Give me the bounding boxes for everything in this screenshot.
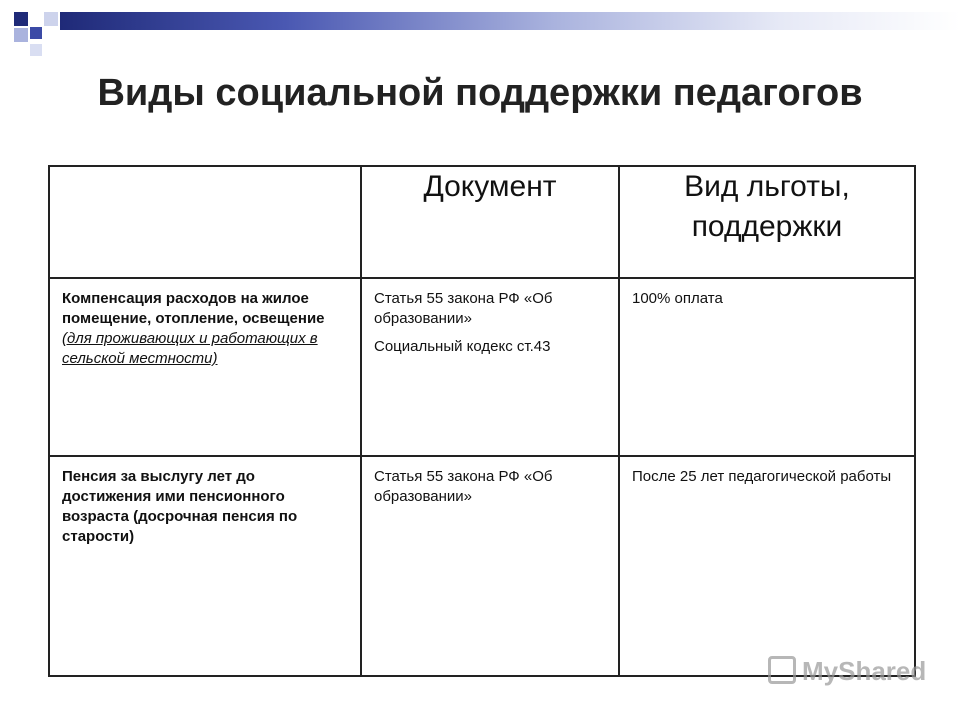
support-text: 100% оплата (632, 290, 723, 307)
decor-square (30, 44, 42, 56)
header-cell-document: Документ (361, 166, 619, 278)
benefit-text: Пенсия за выслугу лет до достижения ими пенсионного возраста (досрочная пенсия по старости) (62, 468, 298, 545)
benefit-cell (49, 278, 361, 456)
table-row (49, 456, 915, 676)
decor-square (44, 12, 58, 26)
presentation-icon (768, 656, 796, 684)
support-cell (619, 456, 915, 676)
decor-square (14, 28, 28, 42)
document-text: Социальный кодекс ст.43 (374, 338, 551, 355)
document-text: Статья 55 закона РФ «Об образовании» (374, 468, 553, 505)
decor-square (30, 27, 42, 39)
benefit-text: Компенсация расходов на жилое помещение, отопление, освещение (62, 290, 325, 327)
decor-top-bar (60, 12, 960, 30)
watermark-text: MyShared (802, 656, 927, 686)
watermark (768, 656, 926, 687)
header-cell-empty (49, 166, 361, 278)
table-row (49, 278, 915, 456)
table-header-row (49, 166, 915, 278)
decor-square (14, 12, 28, 26)
benefit-cell (49, 456, 361, 676)
support-text: После 25 лет педагогической работы (632, 468, 892, 485)
slide-title: Виды социальной поддержки педагогов (97, 72, 863, 114)
document-text: Статья 55 закона РФ «Об образовании» (374, 290, 553, 327)
document-cell (361, 278, 619, 456)
support-cell (619, 278, 915, 456)
benefit-note: (для проживающих и работающих в сельской местности) (62, 330, 318, 367)
document-cell (361, 456, 619, 676)
header-cell-support: Вид льготы, поддержки (619, 166, 915, 278)
benefits-table (48, 165, 916, 677)
